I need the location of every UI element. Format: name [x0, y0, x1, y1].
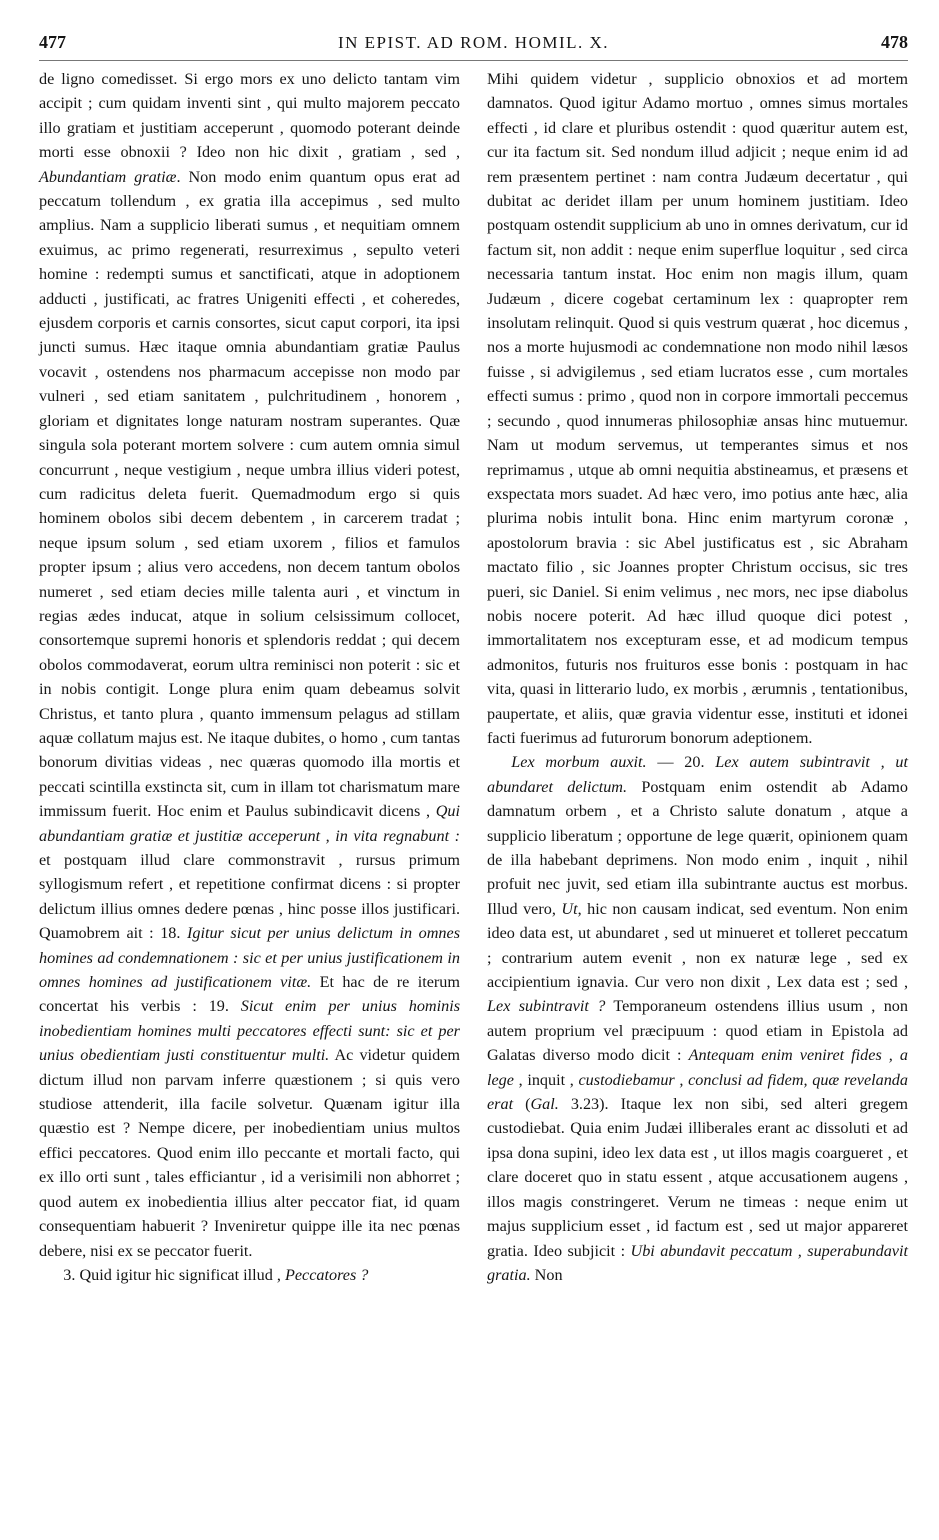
- italic-text-run: Qui abundantiam gratiæ et justitiæ acceperunt , in vita regnabunt :: [39, 802, 460, 845]
- italic-text-run: Abundantiam gratiæ: [39, 167, 177, 186]
- left-page-number: 477: [39, 32, 66, 52]
- italic-text-run: Lex morbum auxit.: [511, 753, 647, 772]
- italic-text-run: Ubi abundavit peccatum , superabundavit gratia.: [487, 1241, 908, 1284]
- text-columns: [39, 67, 908, 1287]
- text-run: de ligno comedisset. Si ergo mors ex uno delicto tantam vim accipit ; cum quidam inventi sint , qui multo majorem peccato illo gratiam et justitiam acceperunt , quomodo poterant deinde morti esse obnoxii ? Ideo non hic dixit , gratiam , sed ,: [39, 70, 460, 162]
- italic-text-run: Gal.: [530, 1095, 559, 1114]
- italic-text-run: Lex subintravit ?: [487, 997, 606, 1016]
- text-run: Postquam enim ostendit ab Adamo damnatum orbem , et a Christo salute donatum , atque a supplicio liberatum ; opportune de lege quærit, opinionem quam de illa habebant deprimens. Non modo enim , inquit , nihil profuit nec juvit, sed etiam illa subintrante auctus est morbus. Illud vero,: [487, 777, 908, 918]
- text-run: et postquam illud clare commonstravit , rursus primum syllogismum refert , et repetitione confirmat dicens : si propter delictum illius omnes dedere pœnas , hinc posse illos justificari. Quamobrem ait : 18.: [39, 851, 460, 943]
- text-run: Non: [530, 1265, 563, 1284]
- text-run: . Non modo enim quantum opus erat ad peccatum tollendum , ex gratia illa accepimus , sed multo amplius. Nam a supplicio liberati sumus , et nequitiam omnem exuimus, ac primo regenerati, resurreximus , sepulto veteri homine : redempti sumus et sanctificati, atque in adoptionem adducti , justificati, ac fratres Unigeniti effecti , et coheredes, ejusdem corporis et carnis consortes, sicut caput corpori, ita ipsi juncti sumus. Hæc itaque omnia abundantiam gratiæ Paulus vocavit , ostendens nos pharmacum accepisse non modo par vulneri , sed etiam sanitatem , pulchritudinem , honorem , gloriam et dignitates longe naturam nostram superantes. Quæ singula sola poterant mortem solvere : cum autem omnia simul concurrunt , neque vestigium , neque umbra illius videri potest, cum radicitus deleta fuerit. Quemadmodum ergo si quis hominem obolos sibi decem debentem , in carcerem tradat ; neque ipsum solum , sed etiam uxorem , filios et famulos propter ipsum ; alius vero accedens, non decem tantum obolos numeret , sed etiam decies mille talenta auri , et vinctum in regias ædes inducat, atque in solium celsissimum collocet, consortemque supremi honoris et splendoris reddat ; qui decem obolos commodaverat, eorum ultra reminisci non poterit : sic et in nobis contigit. Longe plura enim quam debeamus solvit Christus, et tanto plura , quanto immensum pelagus ad stillam aquæ collatum majus est. Ne itaque dubites, o homo , cum tantas bonorum divitias videas , nec quæras quomodo illa mortis et peccati scintilla exstincta sit, cum in illam tot charismatum mare immissum fuerit. Hoc enim et Paulus subindicavit dicens ,: [39, 167, 460, 821]
- running-header: [39, 32, 908, 61]
- italic-text-run: custodiebamur , conclusi ad fidem, quæ revelanda erat: [487, 1070, 908, 1114]
- text-run: Mihi quidem videtur , supplicio obnoxios et ad mortem damnatos. Quod igitur Adamo mortuo , omnes simus mortales effecti , id clare et pluribus ostendit : quod quæritur autem est, cur ita factum sit. Sed nondum illud adjicit ; neque enim id ad rem præsentem pertinet : nam contra Judæum decertatur , qui dubitat ac deridet illam per unum hominem justitiam. Ideo postquam ostendit supplicium ab uno in omnes derivatum, cur id factum sit, non addit : neque enim superflue loquitur , sed circa necessaria tantum instat. Hoc enim non magis illum, quam Judæum , dicere cogebat certaminum lex : quapropter rem insolutam relinquit. Quod si quis vestrum quærat , hoc dicemus , nos a morte hujusmodi ac condemnatione non modo nihil læsos fuisse , si advigilemus , sed etiam lucratos esse , cum mortales effecti sumus : primo , quod non in corpore immortali peccemus ; secundo , quod innumeras philosophiæ ansas hinc mutuemur. Nam ut modum servemus, ut temperantes simus et nos reprimamus , utque ab omni nequitia abstineamus, et præsens et exspectata mors suadet. Ad hæc vero, imo potius ante hæc, alia plurima nobis intulit bona. Hinc enim martyrum coronæ , apostolorum bravia : sic Abel justificatus est , sic Abraham mactato filio , sic Joannes propter Christum occisus, sic tres pueri, sic Daniel. Si enim velimus , nec mors, nec ipse diabolus nobis nocere poterit. Ad hæc illud quoque dici potest , immortalitatem nos excepturam esse, et ad modicum tempus admonitos, futuris nos fruituros esse bonis : postquam in hac vita, quasi in litterario ludo, ex morbis , ærumnis , tentationibus, paupertate, et aliis, quæ gravia videntur esse, instituti et idonei facti fuerimus ad futurorum bonorum adeptionem.: [487, 70, 908, 747]
- text-run: — 20.: [646, 753, 716, 772]
- italic-text-run: Sicut enim per unius hominis inobedientiam homines multi peccatores effecti sunt: sic et per unius obedientiam justi constituentur multi.: [39, 997, 460, 1065]
- italic-text-run: Antequam enim veniret fides , a lege: [487, 1046, 908, 1089]
- italic-text-run: Lex autem subintravit , ut abundaret delictum.: [487, 753, 909, 796]
- right-column: [487, 67, 908, 1287]
- text-run: Temporaneum ostendens illius usum , non autem proprium vel præcipuum : quod etiam in Epistola ad Galatas diverso modo dicit :: [487, 997, 908, 1065]
- text-run: Ac videtur quidem dictum illud non parvam inferre quæstionem ; si quis vero studiose attenderit, illa facile solvetur. Quænam igitur illa quæstio est ? Nempe dicere, per inobedientiam unius multos effici peccatores. Quod enim illo peccante et mortali facto, qui ex illo orti sunt , tales efficiantur , id a verisimili non abhorret ; quod autem ex inobedientia illius alter peccator fiat, id quam consequentiam habuerit ? Inveniretur quippe ille ita nec pœnas debere, nisi ex se peccator fuerit.: [39, 1046, 460, 1260]
- running-title: IN EPIST. AD ROM. HOMIL. X.: [337, 33, 610, 52]
- text-run: 3. Quid igitur hic significat illud ,: [63, 1265, 285, 1284]
- italic-text-run: Peccatores ?: [284, 1265, 369, 1284]
- paragraph: [487, 750, 908, 1287]
- text-run: (: [513, 1095, 531, 1114]
- paragraph: [39, 1263, 460, 1287]
- text-run: , hic non causam indicat, sed eventum. Non enim ideo data est, ut abundaret , sed ut minueret et tolleret peccatum ; contrarium autem evenit , non ex naturæ lege , sed ex accipientium ignavia. Cur vero non dixit , Lex data est ; sed ,: [487, 899, 908, 992]
- paragraph: [39, 67, 460, 1263]
- right-page-number: 478: [880, 32, 908, 52]
- text-run: 3.23). Itaque lex non sibi, sed alteri gregem custodiebat. Quia enim Judæi illiberales erant ac dissoluti et ad ipsa dona supini, ideo lex data est , ut illos magis coargueret , et clare doceret quo in statu essent , atque accusationem augens , illos magis constringeret. Verum ne timeas : neque enim ut majus supplicium esset , id factum est , sed ut major appareret gratia. Ideo subjicit :: [487, 1095, 908, 1260]
- italic-text-run: Ut: [561, 899, 578, 918]
- paragraph: [487, 67, 908, 750]
- left-column: [39, 67, 460, 1287]
- text-run: Et hac de re iterum concertat his verbis : 19.: [39, 973, 460, 1016]
- italic-text-run: Igitur sicut per unius delictum in omnes homines ad condemnationem : sic et per unius justificationem in omnes homines ad justificationem vitæ.: [39, 924, 461, 992]
- text-run: , inquit ,: [513, 1070, 579, 1089]
